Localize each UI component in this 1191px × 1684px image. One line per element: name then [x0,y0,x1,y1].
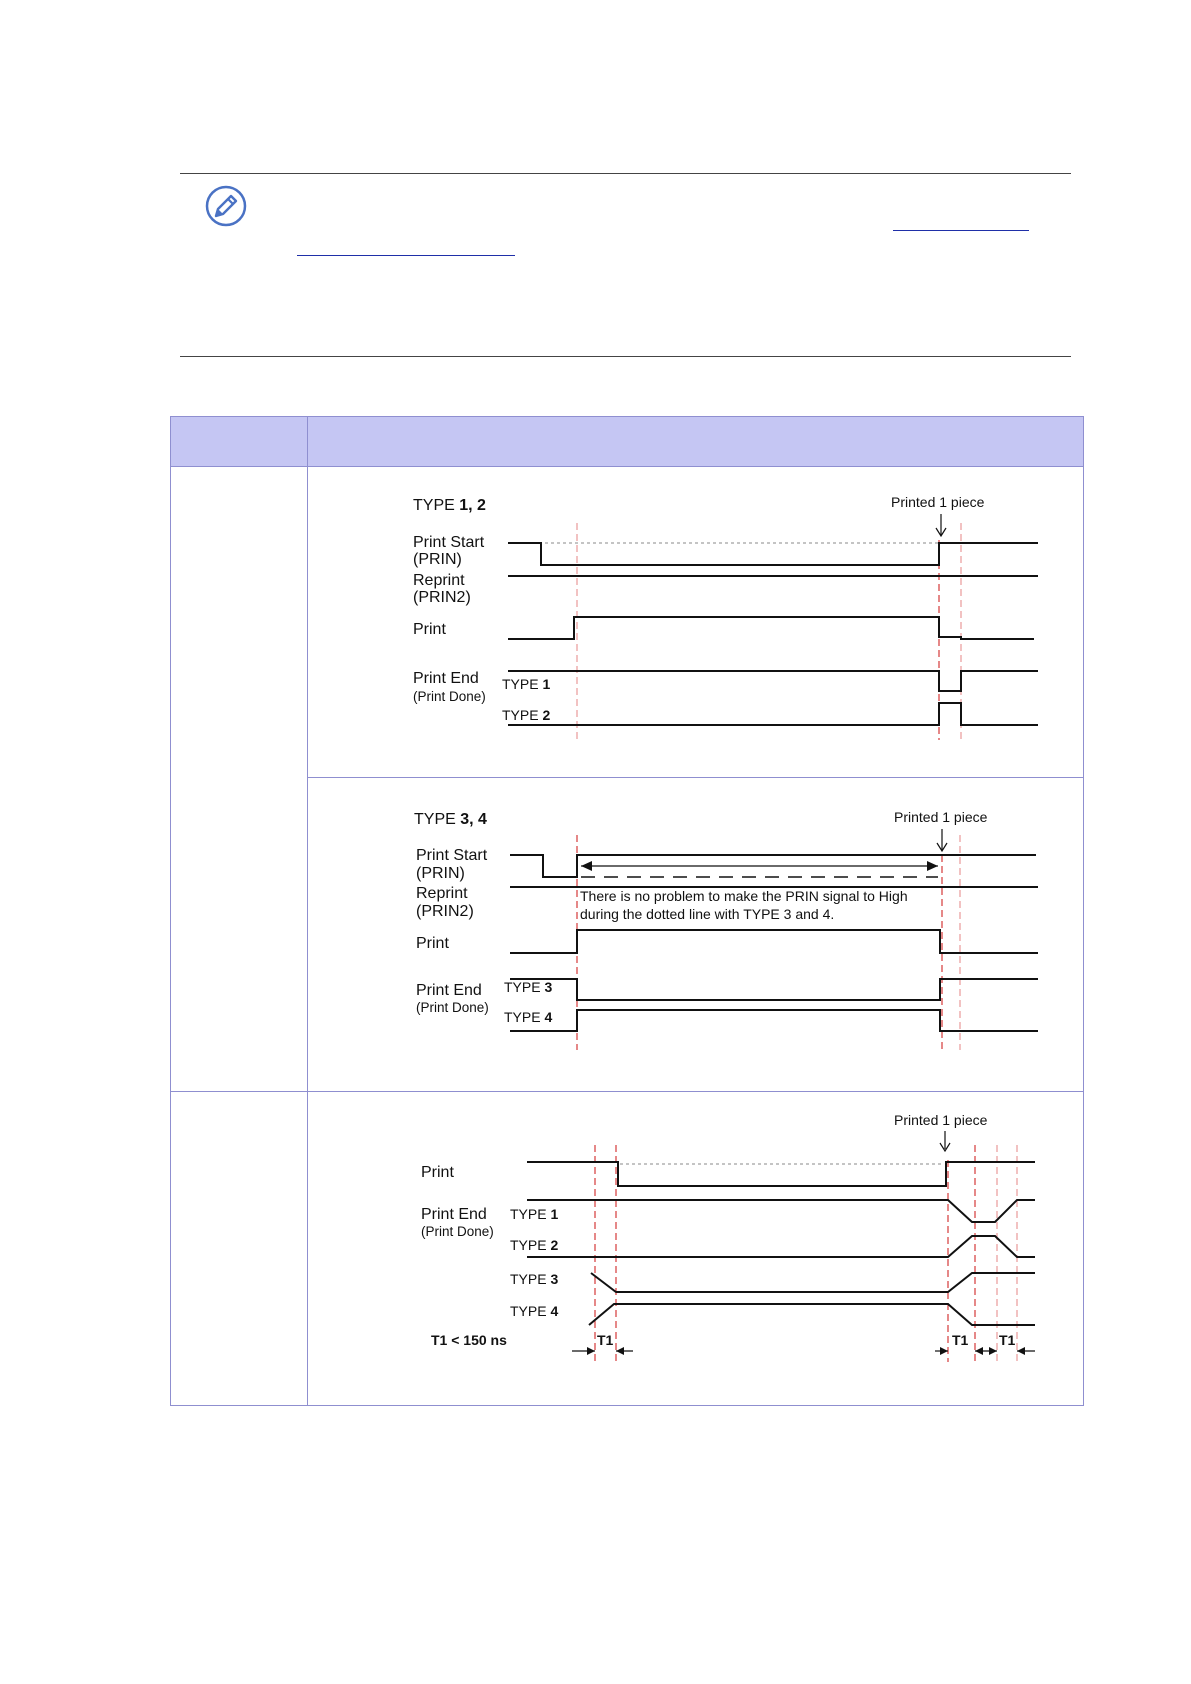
d2-label-prin2: (PRIN2) [416,903,474,920]
d3-wave-print [527,1162,1035,1186]
d2-note-line-1: There is no problem to make the PRIN signal to High [580,888,908,904]
d3-t1-label-a: T1 [597,1332,614,1348]
d3-label-type-4: TYPE 4 [510,1303,559,1319]
d2-label-print-end: Print End [416,982,482,999]
d2-label-print-start: Print Start [416,847,488,864]
d2-printed-label: Printed 1 piece [894,809,988,825]
d3-label-type-3: TYPE 3 [510,1271,559,1287]
d3-t1-marker-c [1017,1347,1035,1355]
d2-label-type-b: TYPE 4 [504,1009,553,1025]
d1-label-type-a: TYPE 1 [502,676,551,692]
d3-label-print-end: Print End [421,1206,487,1223]
d2-label-type-a: TYPE 3 [504,979,553,995]
d3-label-print: Print [421,1164,454,1181]
d3-printed-label: Printed 1 piece [894,1112,988,1128]
d3-t1-marker-b [935,1347,997,1355]
d3-t1-marker-a [572,1347,633,1355]
d3-t1-condition: T1 < 150 ns [431,1332,507,1348]
d1-label-print: Print [413,621,446,638]
d1-label-print-start: Print Start [413,534,485,551]
d2-label-print: Print [416,935,449,952]
d1-printed-label: Printed 1 piece [891,494,985,510]
d1-label-prin: (PRIN) [413,551,462,568]
d2-label-reprint: Reprint [416,885,468,902]
d2-title: TYPE 3, 4 [414,811,487,828]
d1-title: TYPE 1, 2 [413,497,486,514]
d1-label-prin2: (PRIN2) [413,589,471,606]
d3-label-print-done: (Print Done) [421,1224,494,1239]
d2-note-line-2: during the dotted line with TYPE 3 and 4. [580,906,835,922]
d3-wave-type-2 [527,1236,1035,1257]
d2-label-print-done: (Print Done) [416,1000,489,1015]
d1-label-print-end: Print End [413,670,479,687]
d1-label-type-b: TYPE 2 [502,707,551,723]
d3-guides [595,1145,1017,1362]
d3-wave-type-1 [527,1200,1035,1222]
d1-label-reprint: Reprint [413,572,465,589]
d3-wave-type-3 [591,1273,1035,1292]
d3-t1-label-c: T1 [999,1332,1016,1348]
d3-printed-arrow [940,1131,950,1151]
d3-label-type-1: TYPE 1 [510,1206,559,1222]
d1-label-print-done: (Print Done) [413,689,486,704]
d2-label-prin: (PRIN) [416,865,465,882]
d3-wave-type-4 [589,1304,1035,1325]
d3-label-type-2: TYPE 2 [510,1237,559,1253]
d3-t1-label-b: T1 [952,1332,969,1348]
